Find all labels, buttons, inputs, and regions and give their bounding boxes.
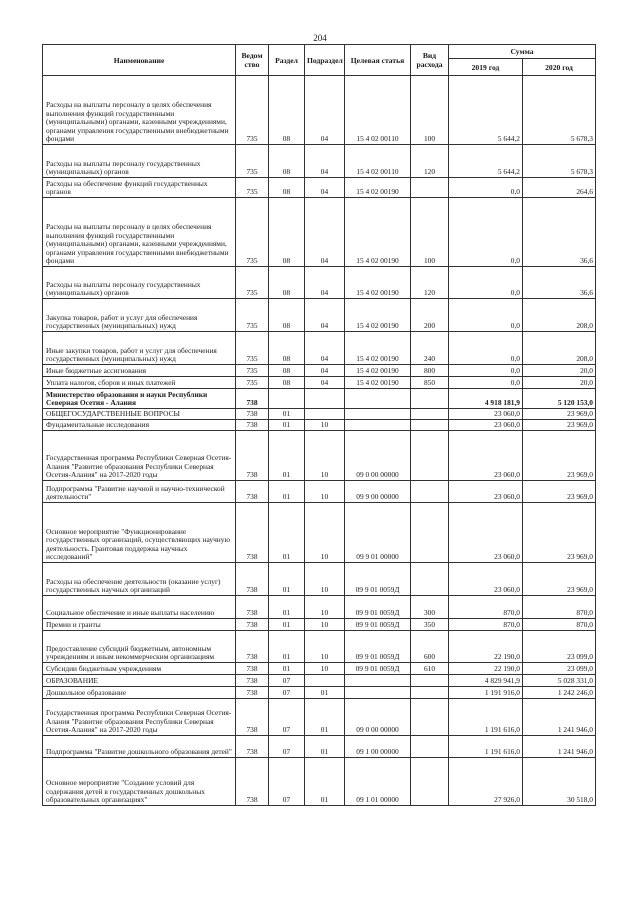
cell-2019: 5 644,2 <box>449 76 523 145</box>
cell-expense-type <box>411 420 449 431</box>
cell-section: 01 <box>269 503 305 563</box>
cell-section: 08 <box>269 76 305 145</box>
cell-2019: 0,0 <box>449 198 523 267</box>
cell-dept: 735 <box>236 178 269 198</box>
cell-section: 01 <box>269 563 305 596</box>
cell-subsection: 01 <box>305 699 345 736</box>
cell-section: 08 <box>269 198 305 267</box>
cell-name: Расходы на выплаты персоналу государственных (муниципальных) органов <box>43 145 236 178</box>
cell-2019: 4 829 941,9 <box>449 675 523 687</box>
cell-dept: 738 <box>236 409 269 420</box>
cell-dept: 735 <box>236 377 269 389</box>
cell-target <box>345 675 411 687</box>
cell-name: Субсидии бюджетным учреждениям <box>43 663 236 675</box>
cell-2020: 208,0 <box>523 332 596 365</box>
cell-dept: 735 <box>236 76 269 145</box>
cell-target <box>345 389 411 409</box>
cell-name: Иные закупки товаров, работ и услуг для обеспечения государственных (муниципальных) нужд <box>43 332 236 365</box>
cell-dept: 738 <box>236 563 269 596</box>
cell-2020: 5 028 331,0 <box>523 675 596 687</box>
cell-expense-type <box>411 503 449 563</box>
cell-2020: 23 099,0 <box>523 631 596 663</box>
header-section: Раздел <box>269 45 305 76</box>
cell-section: 01 <box>269 409 305 420</box>
cell-expense-type: 300 <box>411 596 449 619</box>
cell-target: 09 9 01 0059Д <box>345 563 411 596</box>
cell-name: Подпрограмма "Развитие дошкольного образования детей" <box>43 736 236 758</box>
cell-name: Государственная программа Республики Северная Осетия-Алания "Развитие образования Республики Северная Осетия-Алания" на 2017-2020 годы <box>43 699 236 736</box>
cell-2019: 5 644,2 <box>449 145 523 178</box>
cell-section: 08 <box>269 332 305 365</box>
cell-subsection: 10 <box>305 481 345 503</box>
cell-2019: 22 190,0 <box>449 631 523 663</box>
cell-expense-type <box>411 736 449 758</box>
header-expense-type: Вид расхода <box>411 45 449 76</box>
table-row <box>43 503 596 563</box>
cell-name: Премии и гранты <box>43 619 236 631</box>
cell-dept: 738 <box>236 503 269 563</box>
cell-expense-type <box>411 389 449 409</box>
cell-dept: 735 <box>236 365 269 377</box>
cell-2020: 264,6 <box>523 178 596 198</box>
cell-name: Подпрограмма "Развитие научной и научно-технической деятельности" <box>43 481 236 503</box>
cell-target: 09 9 01 0059Д <box>345 596 411 619</box>
cell-subsection: 10 <box>305 503 345 563</box>
cell-section: 01 <box>269 663 305 675</box>
cell-2019: 1 191 616,0 <box>449 699 523 736</box>
cell-dept: 735 <box>236 267 269 299</box>
cell-subsection: 01 <box>305 758 345 806</box>
cell-name: Иные бюджетные ассигнования <box>43 365 236 377</box>
cell-2020: 20,0 <box>523 365 596 377</box>
cell-dept: 735 <box>236 332 269 365</box>
cell-target: 09 9 01 0059Д <box>345 663 411 675</box>
cell-section: 01 <box>269 631 305 663</box>
cell-target: 09 9 01 0059Д <box>345 619 411 631</box>
cell-expense-type: 200 <box>411 299 449 332</box>
table-row <box>43 178 596 198</box>
cell-name: Расходы на выплаты персоналу в целях обеспечения выполнения функций государственными (муниципальными) органами, казенными учреждениями, органами управления государственными внебюджетными фондами <box>43 76 236 145</box>
cell-dept: 738 <box>236 663 269 675</box>
cell-target: 09 0 00 00000 <box>345 431 411 481</box>
cell-subsection: 10 <box>305 631 345 663</box>
table-row <box>43 389 596 409</box>
table-row <box>43 267 596 299</box>
cell-2019: 27 926,0 <box>449 758 523 806</box>
cell-section: 08 <box>269 365 305 377</box>
cell-subsection: 04 <box>305 377 345 389</box>
cell-2020: 870,0 <box>523 619 596 631</box>
header-name: Наименование <box>43 45 236 76</box>
table-row <box>43 563 596 596</box>
cell-target: 15 4 02 00190 <box>345 178 411 198</box>
cell-2019: 0,0 <box>449 178 523 198</box>
cell-expense-type <box>411 563 449 596</box>
cell-section: 08 <box>269 178 305 198</box>
table-row <box>43 619 596 631</box>
cell-2020: 23 969,0 <box>523 409 596 420</box>
cell-2020: 30 518,0 <box>523 758 596 806</box>
cell-dept: 738 <box>236 596 269 619</box>
cell-target: 15 4 02 00190 <box>345 267 411 299</box>
table-row <box>43 145 596 178</box>
cell-subsection: 10 <box>305 420 345 431</box>
cell-2019: 870,0 <box>449 619 523 631</box>
cell-target: 09 1 01 00000 <box>345 758 411 806</box>
cell-expense-type <box>411 699 449 736</box>
header-sum: Сумма <box>449 45 596 59</box>
cell-dept: 738 <box>236 420 269 431</box>
cell-name: Расходы на обеспечение функций государственных органов <box>43 178 236 198</box>
cell-subsection: 04 <box>305 299 345 332</box>
cell-subsection: 04 <box>305 365 345 377</box>
cell-name: Фундаментальные исследования <box>43 420 236 431</box>
cell-2019: 1 191 916,0 <box>449 687 523 699</box>
header-year-2020: 2020 год <box>523 59 596 76</box>
table-row <box>43 687 596 699</box>
cell-2020: 5 678,3 <box>523 76 596 145</box>
cell-subsection: 10 <box>305 596 345 619</box>
cell-expense-type: 610 <box>411 663 449 675</box>
table-row <box>43 631 596 663</box>
cell-expense-type <box>411 675 449 687</box>
cell-2019: 870,0 <box>449 596 523 619</box>
cell-target: 15 4 02 00190 <box>345 299 411 332</box>
header-year-2019: 2019 год <box>449 59 523 76</box>
cell-name: Уплата налогов, сборов и иных платежей <box>43 377 236 389</box>
cell-dept: 738 <box>236 675 269 687</box>
cell-expense-type: 100 <box>411 76 449 145</box>
cell-subsection: 04 <box>305 76 345 145</box>
cell-dept: 738 <box>236 736 269 758</box>
cell-2019: 0,0 <box>449 332 523 365</box>
table-row <box>43 431 596 481</box>
cell-expense-type: 120 <box>411 267 449 299</box>
cell-subsection: 01 <box>305 687 345 699</box>
cell-name: Основное мероприятие "Создание условий для содержания детей в государственных дошкольных образовательных организациях" <box>43 758 236 806</box>
cell-name: Закупка товаров, работ и услуг для обеспечения государственных (муниципальных) нужд <box>43 299 236 332</box>
cell-subsection <box>305 389 345 409</box>
cell-dept: 738 <box>236 431 269 481</box>
cell-name: Расходы на выплаты персоналу в целях обеспечения выполнения функций государственными (муниципальными) органами, казенными учреждениями, органами управления государственными внебюджетными фондами <box>43 198 236 267</box>
page-number: 204 <box>313 33 327 43</box>
cell-2019: 23 060,0 <box>449 481 523 503</box>
cell-target: 09 9 00 00000 <box>345 481 411 503</box>
cell-2020: 23 099,0 <box>523 663 596 675</box>
cell-section: 08 <box>269 299 305 332</box>
cell-name: Дошкольное образование <box>43 687 236 699</box>
cell-section: 01 <box>269 420 305 431</box>
cell-section: 01 <box>269 596 305 619</box>
cell-dept: 738 <box>236 631 269 663</box>
cell-expense-type <box>411 431 449 481</box>
cell-expense-type: 240 <box>411 332 449 365</box>
cell-dept: 735 <box>236 198 269 267</box>
cell-subsection: 10 <box>305 563 345 596</box>
cell-dept: 735 <box>236 299 269 332</box>
cell-expense-type: 600 <box>411 631 449 663</box>
table-row <box>43 76 596 145</box>
cell-expense-type: 850 <box>411 377 449 389</box>
cell-subsection: 01 <box>305 736 345 758</box>
cell-2019: 0,0 <box>449 299 523 332</box>
cell-subsection <box>305 675 345 687</box>
table-row <box>43 699 596 736</box>
cell-name: ОБРАЗОВАНИЕ <box>43 675 236 687</box>
table-row <box>43 663 596 675</box>
cell-name: Расходы на выплаты персоналу государственных (муниципальных) органов <box>43 267 236 299</box>
cell-2020: 23 969,0 <box>523 431 596 481</box>
table-row <box>43 596 596 619</box>
cell-section <box>269 389 305 409</box>
cell-target: 15 4 02 00190 <box>345 332 411 365</box>
cell-2019: 23 060,0 <box>449 431 523 481</box>
cell-2019: 22 190,0 <box>449 663 523 675</box>
cell-section: 01 <box>269 431 305 481</box>
cell-section: 08 <box>269 377 305 389</box>
cell-2020: 36,6 <box>523 267 596 299</box>
cell-dept: 738 <box>236 758 269 806</box>
cell-expense-type <box>411 481 449 503</box>
cell-section: 07 <box>269 758 305 806</box>
cell-target: 09 0 00 00000 <box>345 699 411 736</box>
table-row <box>43 675 596 687</box>
table-row <box>43 365 596 377</box>
table-row <box>43 736 596 758</box>
budget-table <box>42 44 596 806</box>
cell-2020: 23 969,0 <box>523 481 596 503</box>
cell-dept: 738 <box>236 699 269 736</box>
cell-dept: 738 <box>236 687 269 699</box>
cell-target: 09 1 00 00000 <box>345 736 411 758</box>
cell-name: ОБЩЕГОСУДАРСТВЕННЫЕ ВОПРОСЫ <box>43 409 236 420</box>
cell-expense-type <box>411 409 449 420</box>
cell-section: 08 <box>269 145 305 178</box>
cell-subsection: 04 <box>305 198 345 267</box>
cell-2019: 23 060,0 <box>449 563 523 596</box>
cell-section: 08 <box>269 267 305 299</box>
cell-2020: 1 242 246,0 <box>523 687 596 699</box>
cell-subsection: 10 <box>305 619 345 631</box>
cell-2019: 23 060,0 <box>449 503 523 563</box>
cell-target <box>345 687 411 699</box>
cell-dept: 738 <box>236 389 269 409</box>
cell-section: 07 <box>269 675 305 687</box>
cell-target: 15 4 02 00110 <box>345 145 411 178</box>
cell-2019: 23 060,0 <box>449 409 523 420</box>
cell-name: Расходы на обеспечение деятельности (оказание услуг) государственных научных организаций <box>43 563 236 596</box>
cell-target <box>345 420 411 431</box>
cell-target: 15 4 02 00110 <box>345 76 411 145</box>
cell-2019: 0,0 <box>449 365 523 377</box>
cell-2020: 36,6 <box>523 198 596 267</box>
cell-2020: 23 969,0 <box>523 420 596 431</box>
cell-dept: 735 <box>236 145 269 178</box>
cell-subsection: 10 <box>305 663 345 675</box>
cell-target: 15 4 02 00190 <box>345 377 411 389</box>
cell-target <box>345 409 411 420</box>
cell-subsection: 04 <box>305 145 345 178</box>
cell-2020: 23 969,0 <box>523 503 596 563</box>
cell-name: Предоставление субсидий бюджетным, автономным учреждениям и иным некоммерческим организациям <box>43 631 236 663</box>
cell-2019: 0,0 <box>449 377 523 389</box>
cell-expense-type: 120 <box>411 145 449 178</box>
cell-section: 01 <box>269 619 305 631</box>
header-dept: Ведом ство <box>236 45 269 76</box>
cell-name: Министерство образования и науки Республики Северная Осетия - Алания <box>43 389 236 409</box>
cell-target: 15 4 02 00190 <box>345 365 411 377</box>
cell-expense-type: 100 <box>411 198 449 267</box>
cell-2019: 1 191 616,0 <box>449 736 523 758</box>
cell-expense-type: 800 <box>411 365 449 377</box>
cell-dept: 738 <box>236 481 269 503</box>
table-row <box>43 481 596 503</box>
cell-subsection: 04 <box>305 178 345 198</box>
table-row <box>43 758 596 806</box>
table-row <box>43 409 596 420</box>
cell-name: Основное мероприятие "Функционирование государственных организаций, осуществляющих научную деятельность. Грантовая поддержка научных исследований" <box>43 503 236 563</box>
cell-2020: 23 969,0 <box>523 563 596 596</box>
table-row <box>43 377 596 389</box>
cell-2020: 5 120 153,0 <box>523 389 596 409</box>
cell-2019: 4 918 181,9 <box>449 389 523 409</box>
cell-expense-type: 350 <box>411 619 449 631</box>
cell-2020: 208,0 <box>523 299 596 332</box>
cell-2020: 1 241 946,0 <box>523 699 596 736</box>
cell-dept: 738 <box>236 619 269 631</box>
cell-subsection: 04 <box>305 332 345 365</box>
table-row <box>43 299 596 332</box>
cell-target: 09 9 01 00000 <box>345 503 411 563</box>
cell-target: 09 9 01 0059Д <box>345 631 411 663</box>
cell-target: 15 4 02 00190 <box>345 198 411 267</box>
cell-2020: 1 241 946,0 <box>523 736 596 758</box>
cell-expense-type <box>411 687 449 699</box>
cell-section: 07 <box>269 699 305 736</box>
table-row <box>43 420 596 431</box>
cell-subsection: 04 <box>305 267 345 299</box>
cell-section: 07 <box>269 736 305 758</box>
cell-section: 01 <box>269 481 305 503</box>
cell-section: 07 <box>269 687 305 699</box>
cell-2020: 870,0 <box>523 596 596 619</box>
cell-2020: 20,0 <box>523 377 596 389</box>
cell-expense-type <box>411 178 449 198</box>
cell-2019: 0,0 <box>449 267 523 299</box>
cell-expense-type <box>411 758 449 806</box>
cell-name: Социальное обеспечение и иные выплаты населению <box>43 596 236 619</box>
table-row <box>43 198 596 267</box>
cell-2019: 23 060,0 <box>449 420 523 431</box>
header-subsection: Подраздел <box>305 45 345 76</box>
header-target: Целевая статья <box>345 45 411 76</box>
cell-subsection <box>305 409 345 420</box>
cell-name: Государственная программа Республики Северная Осетия-Алания "Развитие образования Республики Северная Осетия-Алания" на 2017-2020 годы <box>43 431 236 481</box>
table-row <box>43 332 596 365</box>
cell-2020: 5 678,3 <box>523 145 596 178</box>
cell-subsection: 10 <box>305 431 345 481</box>
